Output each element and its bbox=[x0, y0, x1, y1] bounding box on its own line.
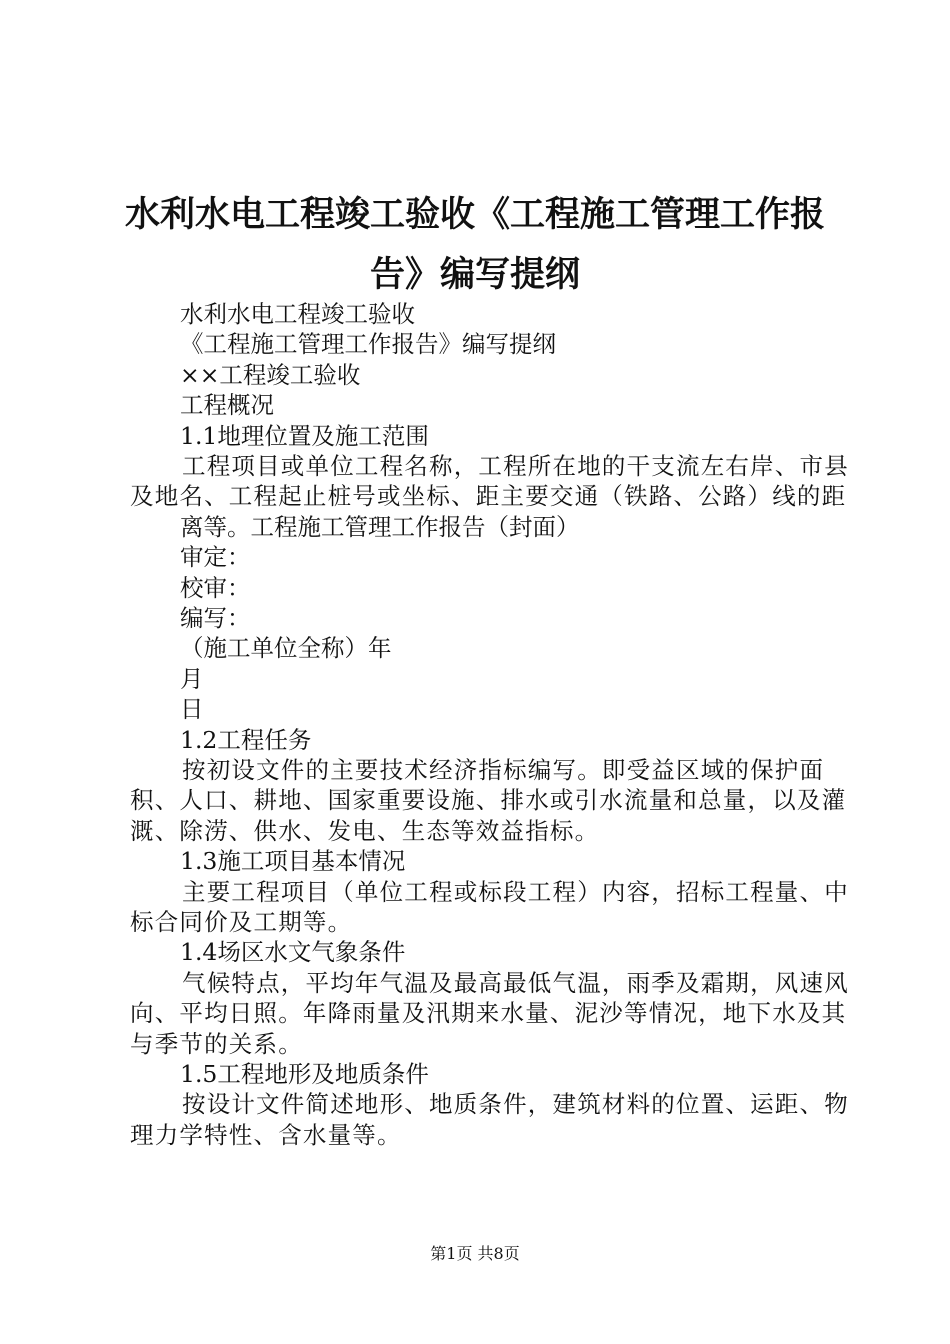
subsection-heading: 1.1地理位置及施工范围 bbox=[180, 421, 429, 450]
title-line-2: 告》编写提纲 bbox=[369, 255, 580, 295]
body-line: 水利水电工程竣工验收 bbox=[180, 300, 415, 328]
cover-line: （施工单位全称）年 bbox=[180, 634, 392, 663]
page-number: 第1页 共8页 bbox=[430, 1244, 520, 1263]
subsection-heading: 1.5工程地形及地质条件 bbox=[180, 1059, 429, 1088]
section-heading: 工程概况 bbox=[180, 391, 274, 420]
cover-line: 月 bbox=[180, 664, 204, 693]
cover-line: 校审： bbox=[180, 573, 251, 602]
cover-line: 编写： bbox=[180, 603, 251, 632]
paragraph-1-3: 主要工程项目（单位工程或标段工程）内容，招标工程量、中标合同价及工期等。 bbox=[130, 877, 849, 936]
document-title bbox=[100, 185, 850, 305]
body-line: ××工程竣工验收 bbox=[180, 360, 361, 389]
subsection-heading: 1.3施工项目基本情况 bbox=[180, 847, 406, 876]
cover-line: 审定： bbox=[180, 543, 251, 572]
document-body bbox=[130, 299, 850, 1150]
paragraph-1-2: 按初设文件的主要技术经济指标编写。即受益区域的保护面积、人口、耕地、国家重要设施、排水或引水流量和总量，以及灌溉、除涝、供水、发电、生态等效益指标。 bbox=[130, 755, 847, 845]
cover-line: 日 bbox=[180, 695, 204, 724]
subsection-heading: 1.2工程任务 bbox=[180, 725, 312, 754]
subsection-heading: 1.4场区水文气象条件 bbox=[180, 938, 406, 967]
body-line: 《工程施工管理工作报告》编写提纲 bbox=[180, 330, 556, 359]
page-footer bbox=[0, 1244, 950, 1264]
paragraph-1-4: 气候特点，平均年气温及最高最低气温，雨季及霜期，风速风向、平均日照。年降雨量及汛期来水量、泥沙等情况，地下水及其与季节的关系。 bbox=[130, 968, 849, 1058]
cover-line: 离等。工程施工管理工作报告（封面） bbox=[180, 512, 580, 541]
paragraph-1-5: 按设计文件简述地形、地质条件，建筑材料的位置、运距、物理力学特性、含水量等。 bbox=[130, 1090, 849, 1149]
title-line-1: 水利水电工程竣工验收《工程施工管理工作报 bbox=[124, 195, 825, 235]
paragraph-1-1: 工程项目或单位工程名称，工程所在地的干支流左右岸、市县及地名、工程起止桩号或坐标、距主要交通（铁路、公路）线的距 bbox=[130, 451, 849, 511]
